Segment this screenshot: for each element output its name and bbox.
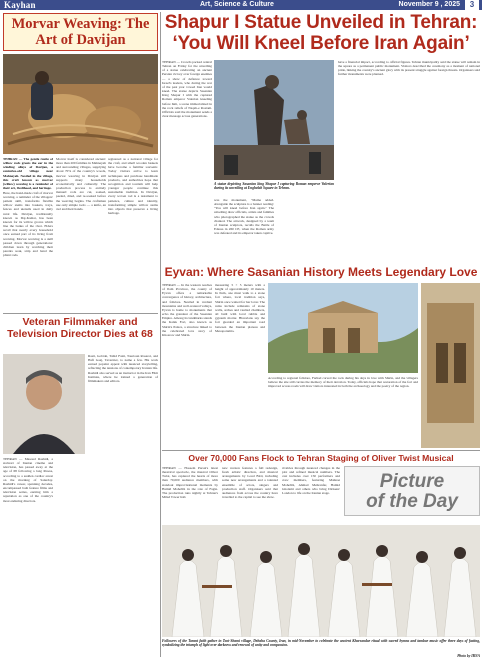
eyvan-ruins-photo bbox=[421, 283, 480, 448]
newspaper-logo: Kayhan bbox=[4, 0, 36, 10]
eyvan-col2: measuring 5 × 5 meters with a height of approximately 10 meters. In Ilam, one must walk to a stone fort where, local tradition says, Shirin once waited for her lover. The ruins include remnants of stone walls, arches and vaulted chambers, all built with local rubble and gypsum mortar. Historians say the fort guarded an important road between the Iranian plateau and Mesopotamia. bbox=[215, 283, 265, 333]
eyvan-col1: TEHRAN — In the western reaches of Ilam Province, the county of Eyvan offers a remarkable convergence of history, architecture, and folklore. Nestled in verdant mountains and well-watered valleys, Eyvan is home to monuments that echo the grandeur of the Sasanian Empire. Among its landmarks stands the Kalak Fort, also known as Shirin's Palace, a structure linked to the celebrated love story of Khosrow and Shirin. bbox=[162, 283, 212, 337]
shapur-col2: was the monument, "Mama added. Alongside the sculpture is a banner reading: "You will kneel before Iran again." The unveiling drew officials, artists and families who photographed the statue as the crowds chanted. The artwork, designed by a team of Iranian sculptors, recalls the Battle of Edessa in 260 CE, when the Roman army was defeated and its emperor taken captive. bbox=[214, 198, 274, 236]
veteran-headline: Veteran Filmmaker and Television Director Dies at 68 bbox=[7, 316, 153, 340]
kalak-fort-photo bbox=[268, 283, 418, 373]
shapur-col3-wrap bbox=[338, 60, 480, 260]
potd-line2: of the Day bbox=[366, 491, 458, 512]
veteran-col2-wrap bbox=[88, 354, 158, 654]
picture-of-the-day-banner bbox=[344, 466, 480, 516]
eyvan-col2-wrap bbox=[215, 283, 265, 448]
oliver-col1: TEHRAN — Hossein Parsai's latest theatrical spectacle, the musical Oliver Twist, has captured the hearts of more than 70,000 audience members, with standout improvisational moments by Hamid Mohebbi in the role of Fagin. The production runs nightly at Tehran's Milad Tower hall. bbox=[162, 466, 218, 500]
shapur-col2-wrap bbox=[214, 198, 274, 260]
shapur-statue-photo bbox=[214, 60, 334, 180]
eyvan-headline: Eyvan: Where Sasanian History Meets Legendary Love bbox=[164, 265, 478, 279]
morvar-lead-text: TEHRAN — The gentle rustle of willow rods greets the ear in the winding alleys of Davijan, a centuries-old village near Mahneyeh. Nestled in the village, this craft known as morvar (willow) weaving is a reminder of their art, livelihood, and heritage. bbox=[3, 157, 53, 191]
issue-date: November 9 , 2025 bbox=[398, 1, 460, 8]
morvar-headline: Morvar Weaving: The Art of Davijan bbox=[3, 13, 158, 51]
veteran-col1: TEHRAN — Masoud Rashidi, a stalwart of Iranian cinema and television, has passed away at the age of 68 following a long illness, according to a sudden cardiac arrest on the morning of Saturday. Rashidi's career, spanning decades, encompassed both feature films and television series, earning him a reputation as one of the country's most enduring directors. bbox=[3, 457, 53, 503]
eyvan-col3-wrap bbox=[268, 376, 418, 448]
eyvan-col1-wrap bbox=[162, 283, 212, 448]
morvar-col3: registered as a national village for the craft, and small wooden baskets have become a familiar souvenir. Today visitors arrive to learn techniques and purchase handmade products, and authorities hope that recognition and tourism will help younger people continue this sustainable tradition. In Davijan, every woven rod is a testament to patience, culture and identity, transforming simple willow stems into objects that preserve a living heritage. bbox=[108, 157, 158, 216]
oliver-col2-wrap bbox=[222, 466, 278, 522]
picture-of-the-day-photo bbox=[162, 525, 480, 637]
morvar-col3-wrap bbox=[108, 157, 158, 312]
potd-line1: Picture bbox=[379, 471, 445, 492]
morvar-col2: Morvar itself is considered ancient: more than 200 families in Mahneyeh and surrounding villages, supplying about 70% of the country's woods, morvar weaving in Davijan still supports many households economically and culturally. The production process is entirely manual: rods are cut, soaked, peeled, dried, and re-soaked before the weaving begins. The craftsmen use only simple tools — a knife, an awl and their hands. bbox=[56, 157, 106, 211]
shapur-col1-wrap bbox=[162, 60, 212, 260]
section-rule bbox=[3, 313, 158, 314]
willow-weaving-photo bbox=[3, 54, 158, 154]
shapur-col1: TEHRAN — Crowds packed central Tehran on Friday for the unveiling of a statue celebrating an ancient Persian victory over foreign enemies — a show of defiance toward Israel's leaders, who during the war of the past year vowed Iran would kneel. The statue depicts Sasanian King Shapur I with the captured Roman emperor Valerian kneeling before him, a scene immortalized in the rock reliefs of Naqsh-e Rostam. Officials said the monument sends a clear message across generations. bbox=[162, 60, 212, 119]
masthead bbox=[0, 0, 482, 10]
photo-credit: Photo by IRNA bbox=[457, 654, 480, 658]
picture-of-the-day-caption: Followers of the Tarant faith gather in Toot-Shami village, Dehaha County, Iran, in mid-November to celebrate the ancient Khorsandur ritual with sacred hymns and tambur music offer three days of fasting, symbolizing the triumph of light over darkness and renewal of unity and compassion. bbox=[162, 639, 480, 648]
oliver-col3-wrap bbox=[282, 466, 340, 522]
oliver-twist-headline: Over 70,000 Fans Flock to Tehran Staging of Oliver Twist Musical bbox=[188, 453, 454, 463]
morvar-col1: Here, the hand-made craft of morvar weaving, a reminder of the villagers' patient skill, transforms flexible willow stems into baskets, trays, fences and utensils used in daily rural life. Davijan, traditionally known as Daj-Kamar, has been known for its willow groves which line the banks of the river. Elders recall that nearly every household once earned part of its living from weaving. Morvar weaving is a skill passed down through generations: children learn by watching their parents soak, strip and bend the pliant rods. bbox=[3, 190, 53, 258]
eyvan-col3: According to regional folklore, Farhad carved the rock during his days in love with Shirin, and the villagers believe the site still carries the memory of their devotion. Today, officials hope that restoration of the fort and improved access roads will draw visitors interested in both the archaeology and the poetry of the region. bbox=[268, 376, 418, 389]
oliver-col3: rivalries through nuanced changes in the plot and refined musical numbers. The cast includes over 150 performers and crew members, featuring Mahnaz Mohebbi, Ahmad Mehranfar, Hamid Gholami and others who bring Dickens' London to life on the Iranian stage. bbox=[282, 466, 340, 495]
section-title: Art, Science & Culture bbox=[200, 1, 274, 8]
column-rule bbox=[160, 12, 161, 657]
shapur-col3: have a financial impact, according to official figures. Tehran municipality said the statue will remain in the square as a permanent public monument. Visitors described the ceremony as a moment of national pride, linking the country's ancient glory with its present struggle against foreign threats. Organisers said further monuments were planned. bbox=[338, 60, 480, 77]
shapur-headline: Shapur I Statue Unveiled in Tehran: ‘You Will Kneel Before Iran Again’ bbox=[164, 12, 478, 54]
oliver-col2: new version features a full redesign, fresh artistic direction, and musical arrangements by Loud Bird, including some new arrangements and a talented ensemble of actors, singers and production staff. Organisers said that audiences from across the country have travelled to the capital to see the show. bbox=[222, 466, 278, 500]
section-rule-2 bbox=[162, 450, 480, 451]
veteran-col2: Rasti, Gobrah, Tohid Faizi, Tourtoun Rosaroi, and Hafi Gaaj, Tavernier, to name a few. His work earned popular appeal with nuanced storytelling, reflecting the tensions of contemporary Iranian life. Rashidi also served as an instructor in the Iran Film Institute, where he trained a generation of filmmakers and editors. bbox=[88, 354, 158, 383]
veteran-col1-wrap bbox=[3, 457, 53, 657]
rashidi-portrait-photo bbox=[3, 354, 85, 454]
statue-caption: A statue depicting Sasanian king Shapur I capturing Roman emperor Valerian during its unveiling at Enghelab Square in Tehran. bbox=[214, 182, 334, 191]
oliver-col1-wrap bbox=[162, 466, 218, 522]
page-number: 3 bbox=[465, 0, 479, 10]
